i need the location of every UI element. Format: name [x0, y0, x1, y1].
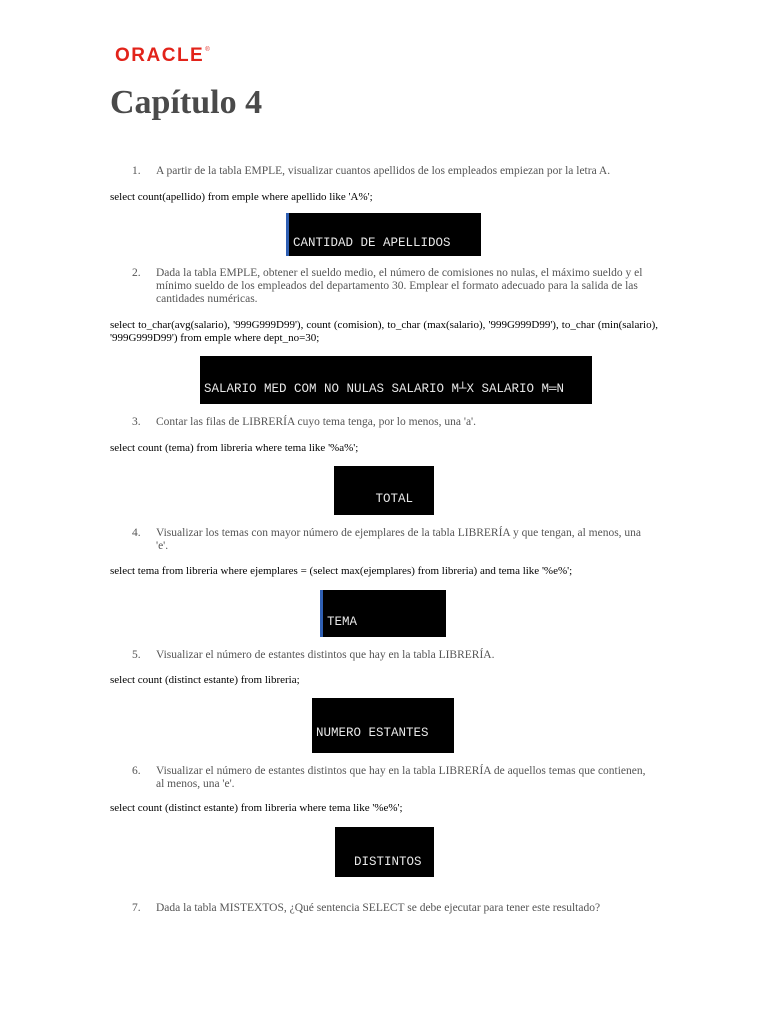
sql-statement-3: select count (tema) from libreria where tema like '%a%';: [110, 442, 359, 454]
question-number: 1.: [132, 165, 141, 177]
sql-statement-5: select count (distinct estante) from libreria;: [110, 674, 300, 686]
oracle-logo: ORACLE®: [115, 45, 212, 66]
question-text: Visualizar el número de estantes distintos que hay en la tabla LIBRERÍA.: [156, 649, 495, 661]
sql-statement-2: select to_char(avg(salario), '999G999D99'), count (comision), to_char (max(salario), '999G999D99'), to_char (min(salario), '999G999D99') from emple where dept_no=30;: [110, 319, 658, 344]
question-2: [132, 267, 642, 307]
question-6: [132, 765, 646, 793]
console-output-4: [320, 590, 446, 637]
output-line: NUMERO ESTANTES: [316, 726, 429, 740]
question-text: Contar las filas de LIBRERÍA cuyo tema tenga, por lo menos, una 'a'.: [156, 416, 477, 428]
output-line: TOTAL: [338, 492, 414, 506]
output-line: CANTIDAD DE APELLIDOS: [293, 236, 451, 250]
registered-mark: ®: [205, 47, 212, 53]
console-output-5: [312, 698, 454, 753]
chapter-title: Capítulo 4: [110, 84, 263, 121]
question-text: A partir de la tabla EMPLE, visualizar cuantos apellidos de los empleados empiezan por la letra A.: [156, 165, 611, 177]
question-text: Dada la tabla EMPLE, obtener el sueldo medio, el número de comisiones no nulas, el máximo sueldo y el mínimo sueldo de los empleados del departamento 30. Emplear el formato adecuado para la salida de las cantidades numéricas.: [156, 267, 643, 305]
output-line: DISTINTOS: [339, 855, 422, 869]
console-output-3: [334, 466, 434, 515]
console-output-2: [200, 356, 592, 404]
sql-statement-1: select count(apellido) from emple where apellido like 'A%';: [110, 191, 373, 203]
question-number: 3.: [132, 416, 141, 428]
question-text: Dada la tabla MISTEXTOS, ¿Qué sentencia SELECT se debe ejecutar para tener este resultado?: [156, 902, 601, 914]
sql-statement-4: select tema from libreria where ejemplares = (select max(ejemplares) from libreria) and tema like '%e%';: [110, 565, 573, 577]
question-number: 4.: [132, 527, 141, 539]
question-number: 5.: [132, 649, 141, 661]
question-text: Visualizar los temas con mayor número de ejemplares de la tabla LIBRERÍA y que tengan, al menos, una 'e'.: [156, 527, 642, 552]
console-output-1: [286, 213, 481, 256]
console-output-6: [335, 827, 434, 877]
question-number: 7.: [132, 902, 141, 914]
output-line: TEMA: [327, 615, 358, 629]
question-number: 6.: [132, 765, 141, 777]
output-line: SALARIO MED COM NO NULAS SALARIO M┴X SALARIO M═N: [204, 382, 565, 396]
question-number: 2.: [132, 267, 141, 279]
question-text: Visualizar el número de estantes distintos que hay en la tabla LIBRERÍA de aquellos temas que contienen, al menos, una 'e'.: [156, 765, 646, 790]
question-4: [132, 527, 642, 555]
sql-statement-6: select count (distinct estante) from libreria where tema like '%e%';: [110, 802, 403, 814]
